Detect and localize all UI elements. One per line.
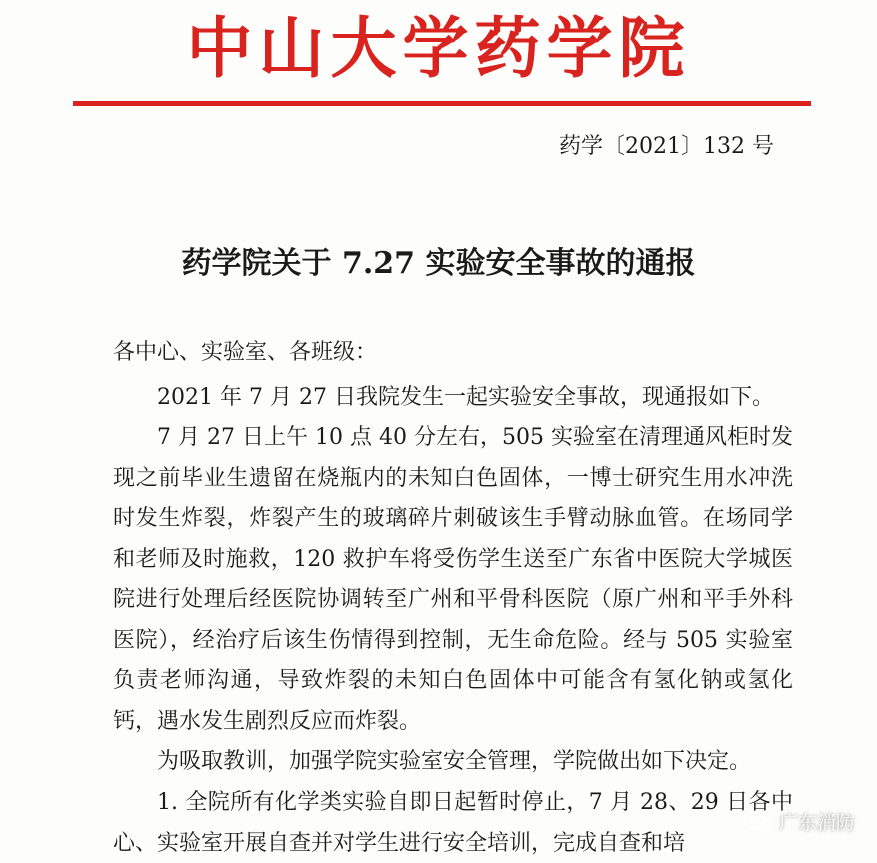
institution-header: 中山大学药学院 — [186, 9, 691, 87]
paragraph-intro: 2021 年 7 月 27 日我院发生一起实验安全事故，现通报如下。 — [157, 385, 774, 410]
document-number: 药学〔2021〕132 号 — [559, 134, 774, 159]
wechat-icon — [743, 810, 771, 834]
watermark-text: 广东消防 — [778, 813, 855, 834]
paragraph-measure-1: 1. 全院所有化学类实验自即日起暂时停止，7 月 28、29 日各中心、实验室开展自查并对学生进行安全培训，完成自查和培 — [113, 790, 793, 856]
document-title: 药学院关于 7.27 实验安全事故的通报 — [181, 246, 696, 281]
paragraph-decision: 为吸取教训，加强学院实验室安全管理，学院做出如下决定。 — [157, 749, 752, 774]
watermark — [743, 808, 855, 835]
salutation: 各中心、实验室、各班级： — [113, 340, 378, 365]
paragraph-incident: 7 月 27 日上午 10 点 40 分左右，505 实验室在清理通风柜时发现之前毕业生遗留在烧瓶内的未知白色固体，一博士研究生用水冲洗时发生炸裂，炸裂产生的玻璃碎片刺破该生手臂动脉血管。在场同学和老师及时施救，120 救护车将受伤学生送至广东省中医院大学城医院进行处理后经医院协调转至广州和平骨科医院（原广州和平手外科医院），经治疗后该生伤情得到控制，无生命危险。经与 505 实验室负责老师沟通，导致炸裂的未知白色固体中可能含有氢化钠或氢化钙，遇水发生剧烈反应而炸裂。 — [113, 425, 793, 734]
red-header-rule — [73, 101, 811, 106]
